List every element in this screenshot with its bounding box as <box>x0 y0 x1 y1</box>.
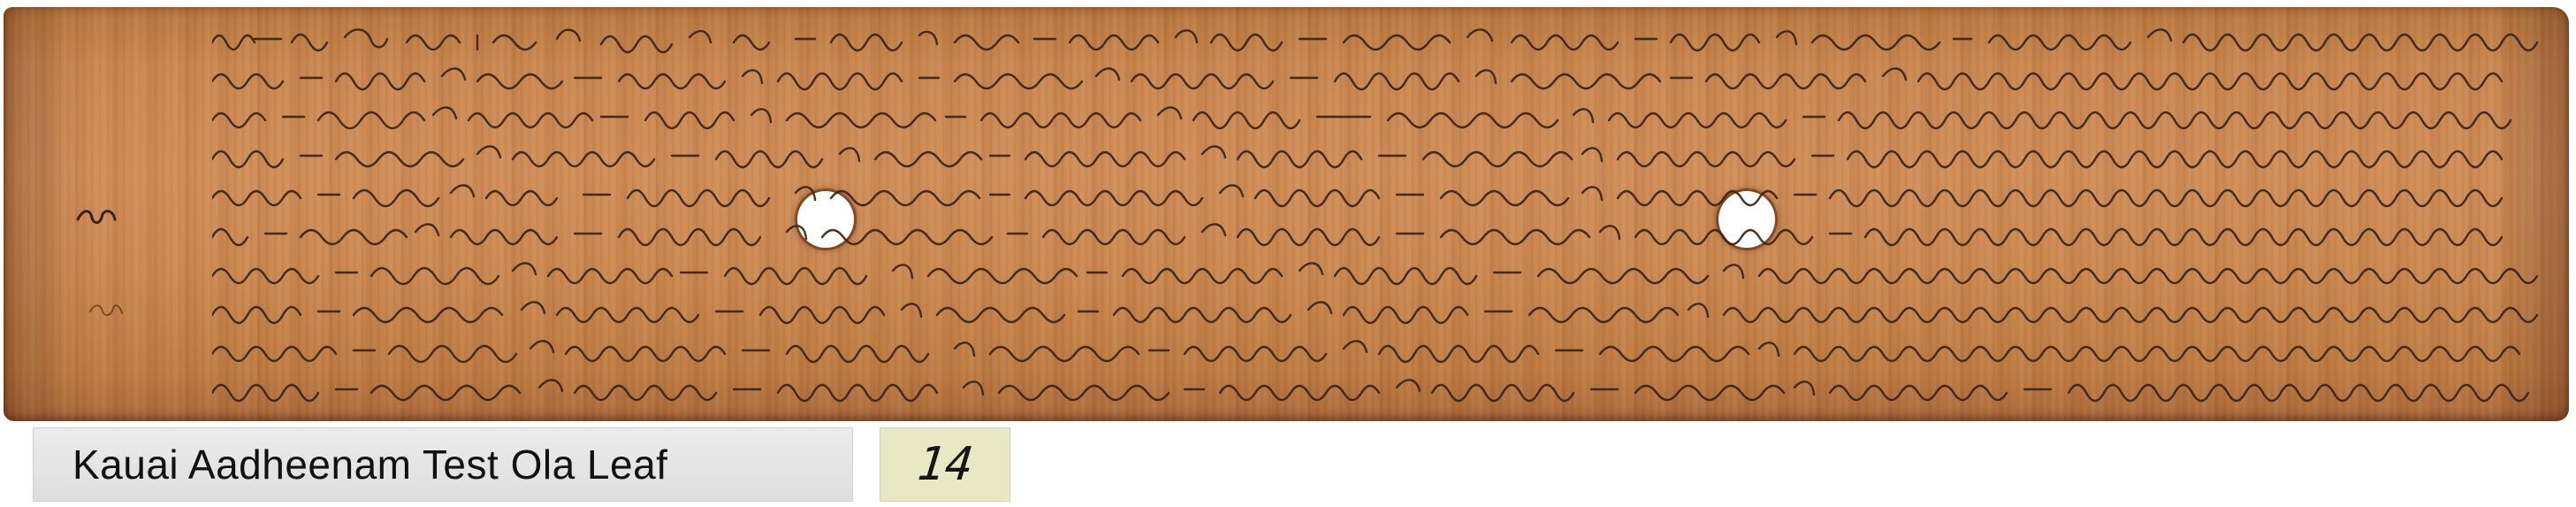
page-number: 14 <box>914 438 976 491</box>
script-line <box>212 292 2546 331</box>
margin-mark <box>76 204 117 236</box>
margin-mark-faint <box>88 299 124 325</box>
handwritten-text-block <box>212 19 2546 426</box>
caption-label <box>34 428 852 501</box>
script-line <box>212 136 2546 175</box>
script-line <box>212 175 2546 214</box>
script-line <box>212 253 2546 292</box>
script-line <box>212 19 2546 58</box>
page-number-tag <box>880 428 1010 501</box>
script-line <box>212 97 2546 136</box>
script-line <box>212 214 2546 253</box>
palm-leaf <box>4 7 2569 421</box>
script-line <box>212 370 2546 409</box>
script-line <box>212 331 2546 370</box>
script-line <box>212 58 2546 97</box>
caption-text: Kauai Aadheenam Test Ola Leaf <box>72 442 668 488</box>
